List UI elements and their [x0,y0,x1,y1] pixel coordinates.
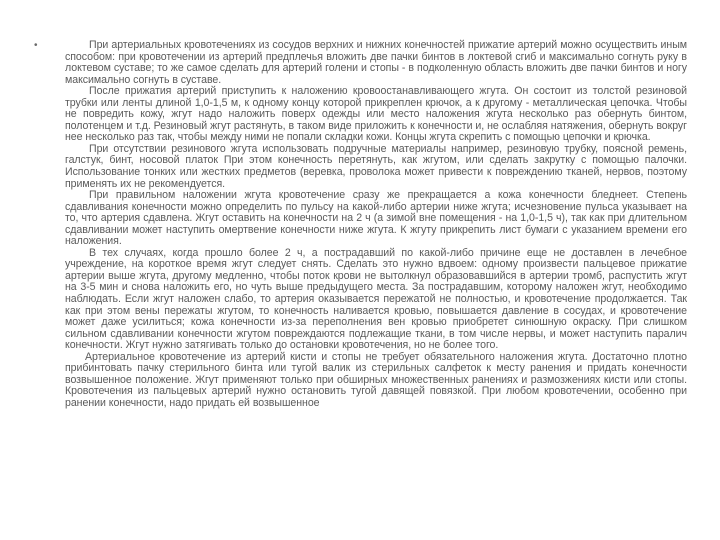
paragraph-6: Артериальное кровотечение из артерий кисти и стопы не требует обязательного наложения жгута. Достаточно плотно прибинтовать пачку стерильного бинта или тугой валик из стерильных салфеток к месту ранения и придать конечности возвышенное положение. Жгут применяют только при обширных множественных ранениях и размозжениях кисти или стопы. Кровотечения из пальцевых артерий нужно остановить тугой давящей повязкой. При любом кровотечении, особенно при ранении конечности, надо придать ей возвышенное [65,350,687,409]
bullet-marker: • [34,40,38,51]
body-text [65,40,687,410]
paragraph-2: После прижатия артерий приступить к наложению кровоостанавливающего жгута. Он состоит из толстой резиновой трубки или ленты длиной 1,0-1,5 м, к одному концу которой прикреплен крючок, а к другому - металлическая цепочка. Чтобы не повредить кожу, жгут надо наложить поверх одежды или место наложения жгута несколько раз обернуть бинтом, полотенцем и т.д. Резиновый жгут растянуть, в таком виде приложить к конечности и, не ослабляя натяжения, обернуть вокруг нее несколько раз так, чтобы между ними не попали складки кожи. Концы жгута скрепить с помощью цепочки и крючка. [65,85,687,144]
paragraph-4: При правильном наложении жгута кровотечение сразу же прекращается а кожа конечности бледнеет. Степень сдавливания конечности можно определить по пульсу на какой-либо артерии ниже жгута; исчезновение пульса указывает на то, что артерия сдавлена. Жгут оставить на конечности на 2 ч (а зимой вне помещения - на 1,0-1,5 ч), так как при длительном сдавливании может наступить омертвение конечности ниже жгута. К жгуту прикрепить лист бумаги с указанием времени его наложения. [65,189,687,248]
paragraph-5: В тех случаях, когда прошло более 2 ч, а пострадавший по какой-либо причине еще не доставлен в лечебное учреждение, на короткое время жгут следует снять. Сделать это нужно вдвоем: одному произвести пальцевое прижатие артерии выше жгута, другому медленно, чтобы поток крови не вытолкнул образовавшийся в артерии тромб, распустить жгут на 3-5 мин и снова наложить его, но чуть выше предыдущего места. За пострадавшим, которому наложен жгут, необходимо наблюдать. Если жгут наложен слабо, то артерия оказывается пережатой не полностью, и кровотечение продолжается. Так как при этом вены пережаты жгутом, то конечность наливается кровью, повышается давление в сосудах, и кровотечение может даже усилиться; кожа конечности из-за переполнения вен кровью приобретет синюшную окраску. При слишком сильном сдавливании конечности жгутом повреждаются подлежащие ткани, в том числе нервы, и может наступить паралич конечности. Жгут нужно затягивать только до остановки кровотечения, но не более того. [65,246,687,352]
paragraph-3: При отсутствии резинового жгута использовать подручные материалы например, резиновую трубку, поясной ремень, галстук, бинт, носовой платок При этом конечность перетянуть, как жгутом, или сделать закрутку с помощью палочки. Использование тонких или жестких предметов (веревка, проволока может привести к повреждению тканей, нервов, поэтому применять их не рекомендуется. [65,142,687,190]
paragraph-1: При артериальных кровотечениях из сосудов верхних и нижних конечностей прижатие артерий можно осуществить иным способом: при кровотечении из артерий предплечья вложить две пачки бинтов в локтевой сгиб и максимально согнуть руку в локтевом суставе; то же самое сделать для артерий голени и стопы - в подколенную область вложить две пачки бинтов и ногу максимально согнуть в суставе. [65,39,687,86]
